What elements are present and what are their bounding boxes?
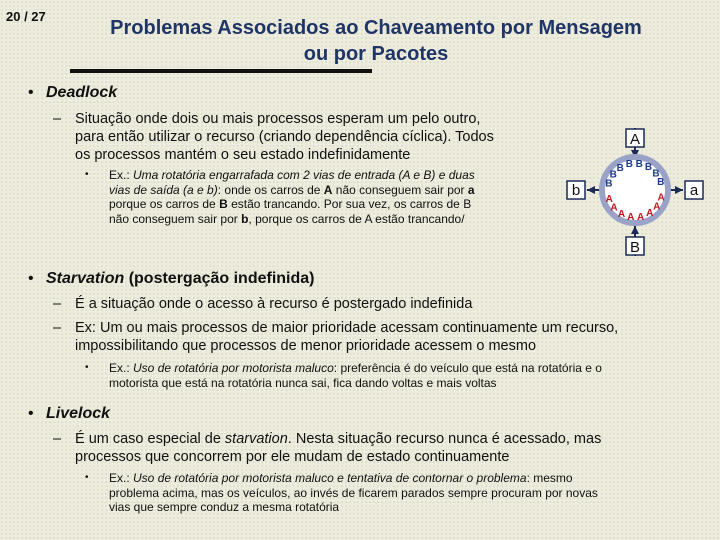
starvation-line-2b: impossibilitando que processos de menor prioridade acessem o mesmo	[75, 338, 537, 354]
starvation-heading-italic: Starvation	[46, 270, 125, 287]
bullet-marker: •	[28, 405, 34, 422]
arrow-right-icon	[675, 186, 683, 194]
deadlock-desc-line-3: os processos mantém o seu estado indefinidamente	[75, 147, 411, 163]
deadlock-desc-line-2: para então utilizar o recurso (criando dependência cíclica). Todos	[75, 129, 494, 145]
bullet-marker: •	[28, 270, 34, 287]
starvation-line-2a: Ex: Um ou mais processos de maior prioridade acessam continuamente um recurso,	[75, 320, 619, 336]
livelock-line-2: processos que concorrem por ele mudam de estado continuamente	[75, 449, 510, 465]
starvation-line-1-text: É a situação onde o acesso à recurso é postergado indefinida	[75, 296, 473, 312]
car-b-label: B	[657, 177, 665, 189]
deadlock-ex-bold-B: B	[219, 197, 228, 211]
deadlock-ex-line-3b: estão trancando. Por sua vez, os carros de B	[227, 197, 472, 211]
car-b-label: B	[644, 162, 653, 174]
title-line-1: Problemas Associados ao Chaveamento por Mensagem	[110, 17, 642, 39]
title-underline	[70, 69, 372, 73]
starvation-heading-rest: (postergação indefinida)	[124, 270, 315, 287]
car-b-label: B	[652, 168, 660, 180]
car-b-label: B	[605, 178, 613, 190]
label-right-a: a	[689, 182, 699, 199]
deadlock-ex-line-2a: vias de saída (a e b)	[109, 182, 218, 197]
sub-bullet-marker: •	[85, 169, 89, 180]
starvation-ex-rest: : preferência é do veículo que está na rotatória e o	[333, 361, 602, 375]
livelock-line-1a: É um caso especial de	[75, 431, 225, 447]
car-a-label: A	[610, 202, 618, 214]
car-a-label: A	[646, 208, 654, 220]
starvation-ex-italic: Uso de rotatória por motorista maluco	[133, 361, 334, 375]
car-a-label: A	[653, 201, 661, 213]
page-number: 20 / 27	[6, 9, 46, 24]
arrow-up-icon	[631, 226, 639, 234]
deadlock-heading: Deadlock	[46, 84, 118, 101]
car-b-label: B	[625, 159, 634, 171]
deadlock-ex-line-1: Uma rotatória engarrafada com 2 vias de entrada (A e B) e duas	[133, 168, 475, 182]
car-a-label: A	[627, 212, 635, 224]
livelock-ex-rest: : mesmo	[526, 471, 573, 485]
label-bottom-B: B	[629, 239, 641, 256]
sub-bullet-marker: •	[85, 472, 89, 483]
example-prefix: Ex.:	[109, 471, 134, 485]
deadlock-ex-bold-b: b	[241, 211, 249, 226]
deadlock-ex-bold-a: a	[467, 182, 475, 197]
car-a-label: A	[636, 211, 645, 223]
dash-marker: –	[53, 111, 62, 127]
deadlock-ex-line-2b: : onde os carros de	[217, 182, 324, 197]
deadlock-ex-line-3a: porque os carros de	[109, 197, 220, 211]
label-top-A: A	[629, 131, 641, 148]
deadlock-ex-bold-A: A	[323, 182, 333, 197]
livelock-ex-line-2: problema acima, mas os veículos, ao invés de ficarem parados sempre procuram por novas	[109, 485, 598, 500]
car-b-label: B	[635, 158, 643, 170]
title-line-2: ou por Pacotes	[303, 43, 449, 65]
example-prefix: Ex.:	[109, 168, 134, 182]
dash-marker: –	[53, 431, 62, 447]
example-prefix: Ex.:	[109, 361, 134, 375]
bullet-marker: •	[28, 84, 34, 101]
car-b-label: B	[616, 162, 624, 174]
car-a-label: A	[605, 193, 613, 205]
livelock-line-1-italic: starvation	[224, 431, 288, 447]
sub-bullet-marker: •	[85, 362, 89, 373]
slide-title	[80, 15, 672, 67]
car-a-label: A	[617, 208, 626, 220]
deadlock-ex-line-2c: não conseguem sair por	[332, 182, 468, 197]
car-b-label: B	[609, 169, 617, 181]
deadlock-ex-line-4b: , porque os carros de A estão trancando/	[248, 211, 465, 226]
car-a-label: A	[657, 192, 665, 204]
dash-marker: –	[53, 320, 62, 336]
dash-marker: –	[53, 296, 62, 312]
arrow-left-icon	[587, 186, 595, 194]
livelock-line-1b: . Nesta situação recurso nunca é acessado, mas	[287, 431, 602, 447]
roundabout-svg	[565, 128, 705, 256]
starvation-ex-line-2: motorista que está na rotatória nunca sai, fica dando voltas e mais voltas	[109, 375, 497, 390]
deadlock-desc-line-1: Situação onde dois ou mais processos esperam um pelo outro,	[75, 111, 481, 127]
deadlock-ex-line-4a: não conseguem sair por	[109, 211, 242, 226]
livelock-ex-italic: Uso de rotatória por motorista maluco e tentativa de contornar o problema	[133, 471, 527, 485]
label-left-b: b	[571, 182, 581, 199]
livelock-ex-line-3: vias que sempre conduz a mesma rotatória	[109, 500, 340, 514]
roundabout-diagram	[565, 128, 705, 256]
livelock-heading: Livelock	[46, 405, 111, 422]
